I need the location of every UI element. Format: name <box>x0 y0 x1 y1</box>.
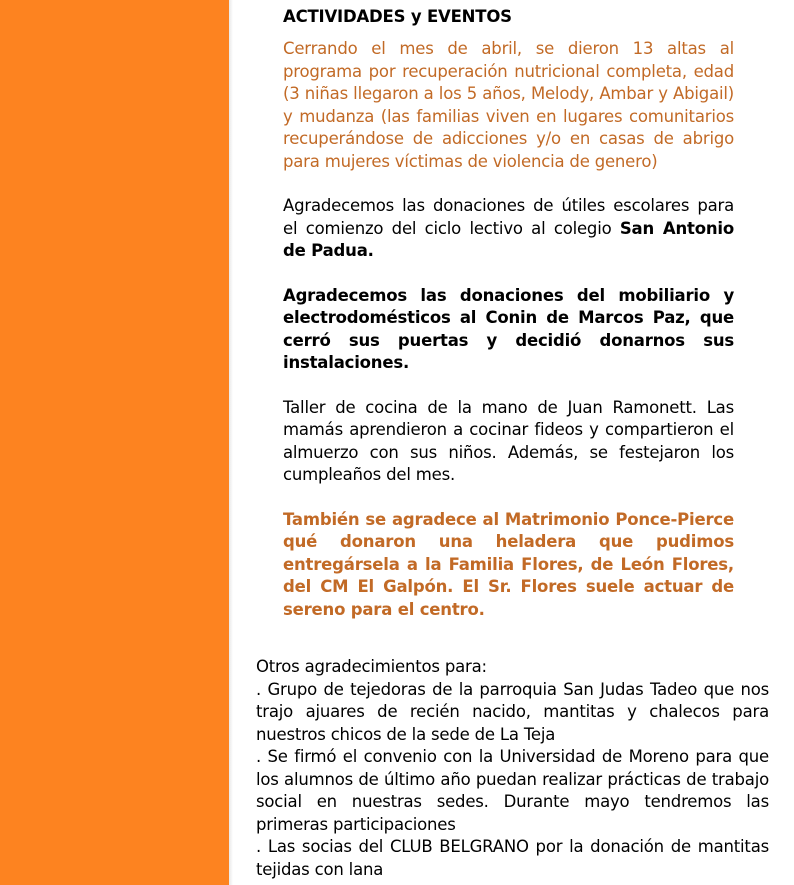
thanks-item: . Las socias del CLUB BELGRANO por la donación de mantitas tejidas con lana <box>256 837 769 879</box>
thanks-item: . Grupo de tejedoras de la parroquia San Judas Tadeo que nos trajo ajuares de recién nacido, mantitas y chalecos para nuestros chicos de la sede de La Teja <box>256 679 769 744</box>
thanks-item: . Se firmó el convenio con la Universidad de Moreno para que los alumnos de último año puedan realizar prácticas de trabajo social en nuestras sedes. Durante mayo tendremos las primeras participaciones <box>256 747 769 834</box>
school-name: San Antonio de Padua. <box>283 218 734 260</box>
other-thanks-intro: Otros agradecimientos para: <box>256 657 487 676</box>
school-supplies-text: Agradecemos las donaciones de útiles escolares para el comienzo del ciclo lectivo al colegio <box>283 196 734 238</box>
other-thanks-section <box>256 656 769 881</box>
fridge-donation-paragraph: También se agradece al Matrimonio Ponce-Pierce qué donaron una heladera que pudimos entregársela a la Familia Flores, de León Flores, del CM El Galpón. El Sr. Flores suele actuar de sereno para el centro. <box>283 509 734 619</box>
school-supplies-paragraph <box>283 195 734 263</box>
nutrition-discharges-paragraph: Cerrando el mes de abril, se dieron 13 altas al programa por recuperación nutricional completa, edad (3 niñas llegaron a los 5 años, Melody, Ambar y Abigail) y mudanza (las familias viven en lugares comunitarios recuperándose de adicciones y/o en casas de abrigo para mujeres víctimas de violencia de genero) <box>283 39 734 171</box>
sidebar-shadow <box>229 0 233 885</box>
furniture-donation-paragraph: Agradecemos las donaciones del mobiliario y electrodomésticos al Conin de Marcos Paz, que cerró sus puertas y decidió donarnos sus instalaciones. <box>283 285 734 372</box>
orange-sidebar <box>0 0 229 885</box>
section-heading: ACTIVIDADES y EVENTOS <box>283 7 512 26</box>
cooking-workshop-paragraph: Taller de cocina de la mano de Juan Ramonett. Las mamás aprendieron a cocinar fideos y compartieron el almuerzo con sus niños. Además, se festejaron los cumpleaños del mes. <box>283 397 734 484</box>
activities-section <box>283 6 734 643</box>
